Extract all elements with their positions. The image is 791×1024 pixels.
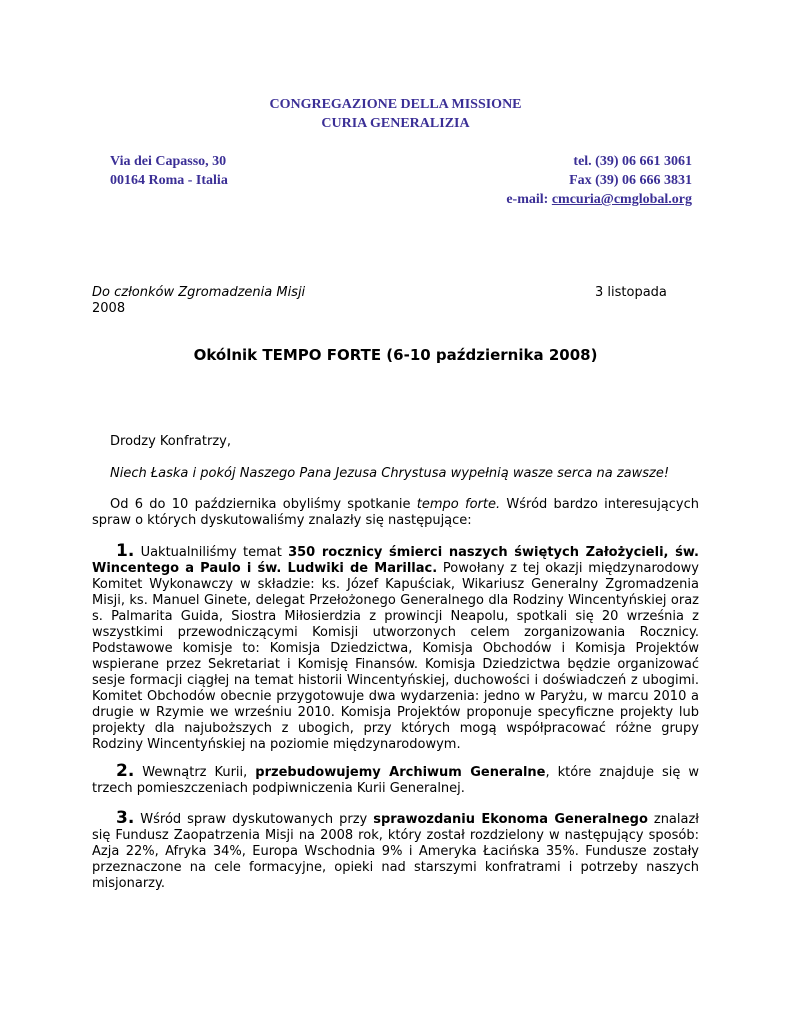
blessing: Niech Łaska i pokój Naszego Pana Jezusa Chrystusa wypełnią wasze serca na zawsze! bbox=[110, 466, 670, 481]
list-item-1 bbox=[92, 543, 699, 753]
item-text-end: znalazł się Fundusz Zaopatrzenia Misji na 2008 rok, który został rozdzielony w następujący sposób: Azja 22%, Afryka 34%, Europa Wschodnia 9% i Ameryka Łacińska 35%. Fundusze zostały przeznaczone na cele formacyjne, opieki nad starszymi konfratrami i potrzeby naszych misjonarzy. bbox=[92, 812, 699, 891]
salutation: Drodzy Konfratrzy, bbox=[110, 434, 231, 449]
item-highlight: sprawozdaniu Ekonoma Generalnego bbox=[373, 812, 648, 827]
org-subname: CURIA GENERALIZIA bbox=[321, 116, 470, 131]
letter-title: Okólnik TEMPO FORTE (6-10 października 2008) bbox=[193, 346, 598, 364]
address-street: Via dei Capasso, 30 bbox=[110, 154, 227, 169]
item-highlight: przebudowujemy Archiwum Generalne bbox=[255, 765, 546, 780]
fax-number: Fax (39) 06 666 3831 bbox=[569, 173, 692, 188]
item-number: 1. bbox=[116, 541, 135, 561]
item-text-end: , które znajduje się w trzech pomieszczeniach podpiwniczenia Kurii Generalnej. bbox=[92, 765, 699, 796]
intro-text-end: Wśród bardzo interesujących spraw o których dyskutowaliśmy znalazły się następujące: bbox=[92, 497, 699, 528]
item-text-start: Uaktualniliśmy temat bbox=[134, 545, 289, 560]
item-text-start: Wśród spraw dyskutowanych przy bbox=[134, 812, 374, 827]
intro-text-start: Od 6 do 10 października obyliśmy spotkanie bbox=[110, 497, 417, 512]
letterhead-contact bbox=[506, 152, 692, 209]
letterhead-organization bbox=[0, 95, 791, 133]
date-year: 2008 bbox=[92, 301, 126, 316]
address-city: 00164 Roma - Italia bbox=[110, 173, 228, 188]
org-name: CONGREGAZIONE DELLA MISSIONE bbox=[269, 97, 522, 112]
list-item-2 bbox=[92, 763, 699, 797]
email-label: e-mail: bbox=[506, 192, 552, 207]
intro-emphasis: tempo forte. bbox=[416, 497, 501, 512]
list-item-3 bbox=[92, 810, 699, 892]
item-text-end: Powołany z tej okazji międzynarodowy Komitet Wykonawczy w składzie: ks. Józef Kapuściak, Wikariusz Generalny Zgromadzenia Misji, ks. Manuel Ginete, delegat Przełożonego Generalnego dla Rodziny Wincentyńskiej oraz s. Palmarita Guida, Siostra Miłosierdzia z prowincji Neapolu, spotkali się 20 września z wszystkimi przewodniczącymi Komisji utworzonych celem zorganizowania Rocznicy. Podstawowe komisje to: Komisja Dziedzictwa, Komisja Obchodów i Komisja Projektów wspierane przez Sekretariat i Komisję Finansów. Komisja Dziedzictwa będzie organizować sesje formacji ciągłej na temat historii Wincentyńskiej, duchowości i doświadczeń z ubogimi. Komitet Obchodów obecnie przygotowuje dwa wydarzenia: jedno w Paryżu, w marcu 2010 a drugie w Rzymie we wrześniu 2010. Komisja Projektów proponuje specyficzne projekty lub projekty dla najuboższych z ubogich, przy których mogą współpracować różne grupy Rodziny Wincentyńskiej na poziomie międzynarodowym. bbox=[92, 561, 699, 752]
phone-number: tel. (39) 06 661 3061 bbox=[573, 154, 692, 169]
letterhead-address bbox=[110, 152, 228, 190]
email-link[interactable]: cmcuria@cmglobal.org bbox=[551, 192, 692, 207]
item-text-start: Wewnątrz Kurii, bbox=[134, 765, 256, 780]
date-day-month: 3 listopada bbox=[595, 285, 667, 300]
recipient: Do członków Zgromadzenia Misji bbox=[92, 285, 306, 300]
email-line bbox=[506, 190, 692, 209]
item-number: 3. bbox=[116, 808, 135, 828]
intro-paragraph bbox=[92, 497, 699, 529]
item-highlight: 350 rocznicy śmierci naszych świętych Założycieli, św. Wincentego a Paulo i św. Ludwiki de Marillac. bbox=[92, 545, 699, 576]
item-number: 2. bbox=[116, 761, 135, 781]
